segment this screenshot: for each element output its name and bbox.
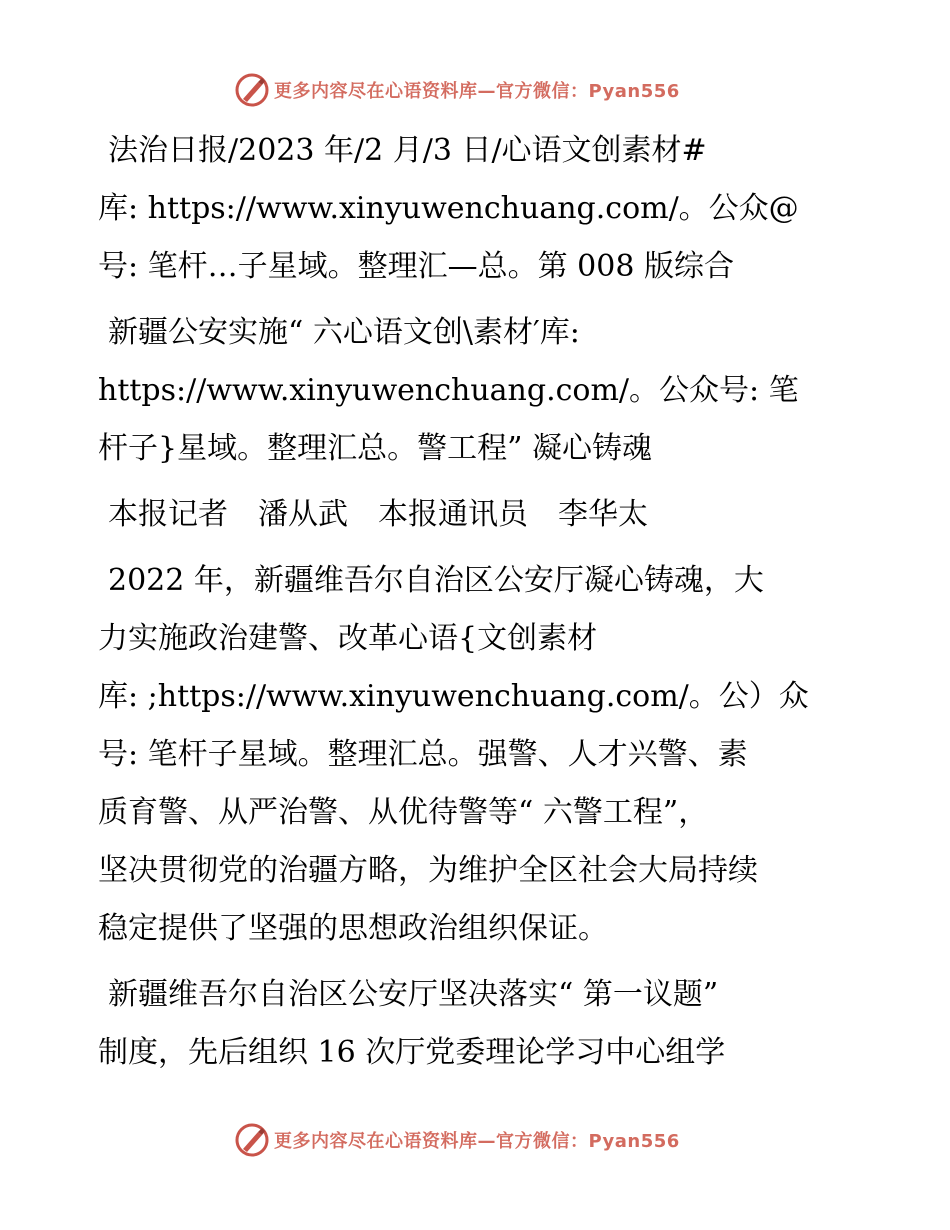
text-line: 号: 笔杆子星域。整理汇总。强警、人才兴警、素 — [98, 737, 748, 772]
paragraph-headline — [98, 304, 858, 478]
text-line: 号: 笔杆…子星域。整理汇—总。第 008 版综合 — [98, 249, 734, 284]
banner-text: 更多内容尽在心语资料库—官方微信：Pyan556 — [274, 81, 680, 102]
paragraph-source — [98, 122, 858, 296]
text-line: 法治日报/2023 年/2 月/3 日/心语文创素材# — [108, 133, 707, 168]
text-line: https://www.xinyuwenchuang.com/。公众号: 笔 — [98, 373, 799, 408]
footer-watermark-banner — [234, 1120, 714, 1160]
article-body — [98, 122, 858, 1090]
text-line: 力实施政治建警、改革心语{文创素材 — [98, 621, 598, 656]
pen-logo-icon — [234, 72, 270, 108]
paragraph-body-2 — [98, 966, 858, 1082]
paragraph-body-1 — [98, 552, 858, 958]
text-line: 库: https://www.xinyuwenchuang.com/。公众@ — [98, 191, 799, 226]
text-line: 2022 年，新疆维吾尔自治区公安厅凝心铸魂，大 — [108, 563, 764, 598]
text-line: 稳定提供了坚强的思想政治组织保证。 — [98, 911, 608, 946]
pen-logo-icon — [234, 1122, 270, 1158]
paragraph-byline — [98, 486, 858, 544]
text-line: 库: ;https://www.xinyuwenchuang.com/。公）众 — [98, 679, 809, 714]
text-line: 新疆维吾尔自治区公安厅坚决落实“ 第一议题” — [108, 977, 719, 1012]
text-line: 质育警、从严治警、从优待警等“ 六警工程”， — [98, 795, 709, 830]
text-line: 杆子}星域。整理汇总。警工程” 凝心铸魂 — [98, 431, 652, 466]
text-line: 本报记者 潘从武 本报通讯员 李华太 — [108, 497, 648, 532]
text-line: 新疆公安实施“ 六心语文创\素材′库: — [108, 315, 580, 350]
header-watermark-banner — [234, 70, 714, 110]
text-line: 坚决贯彻党的治疆方略，为维护全区社会大局持续 — [98, 853, 758, 888]
banner-text: 更多内容尽在心语资料库—官方微信：Pyan556 — [274, 1131, 680, 1152]
text-line: 制度，先后组织 16 次厅党委理论学习中心组学 — [98, 1035, 726, 1070]
